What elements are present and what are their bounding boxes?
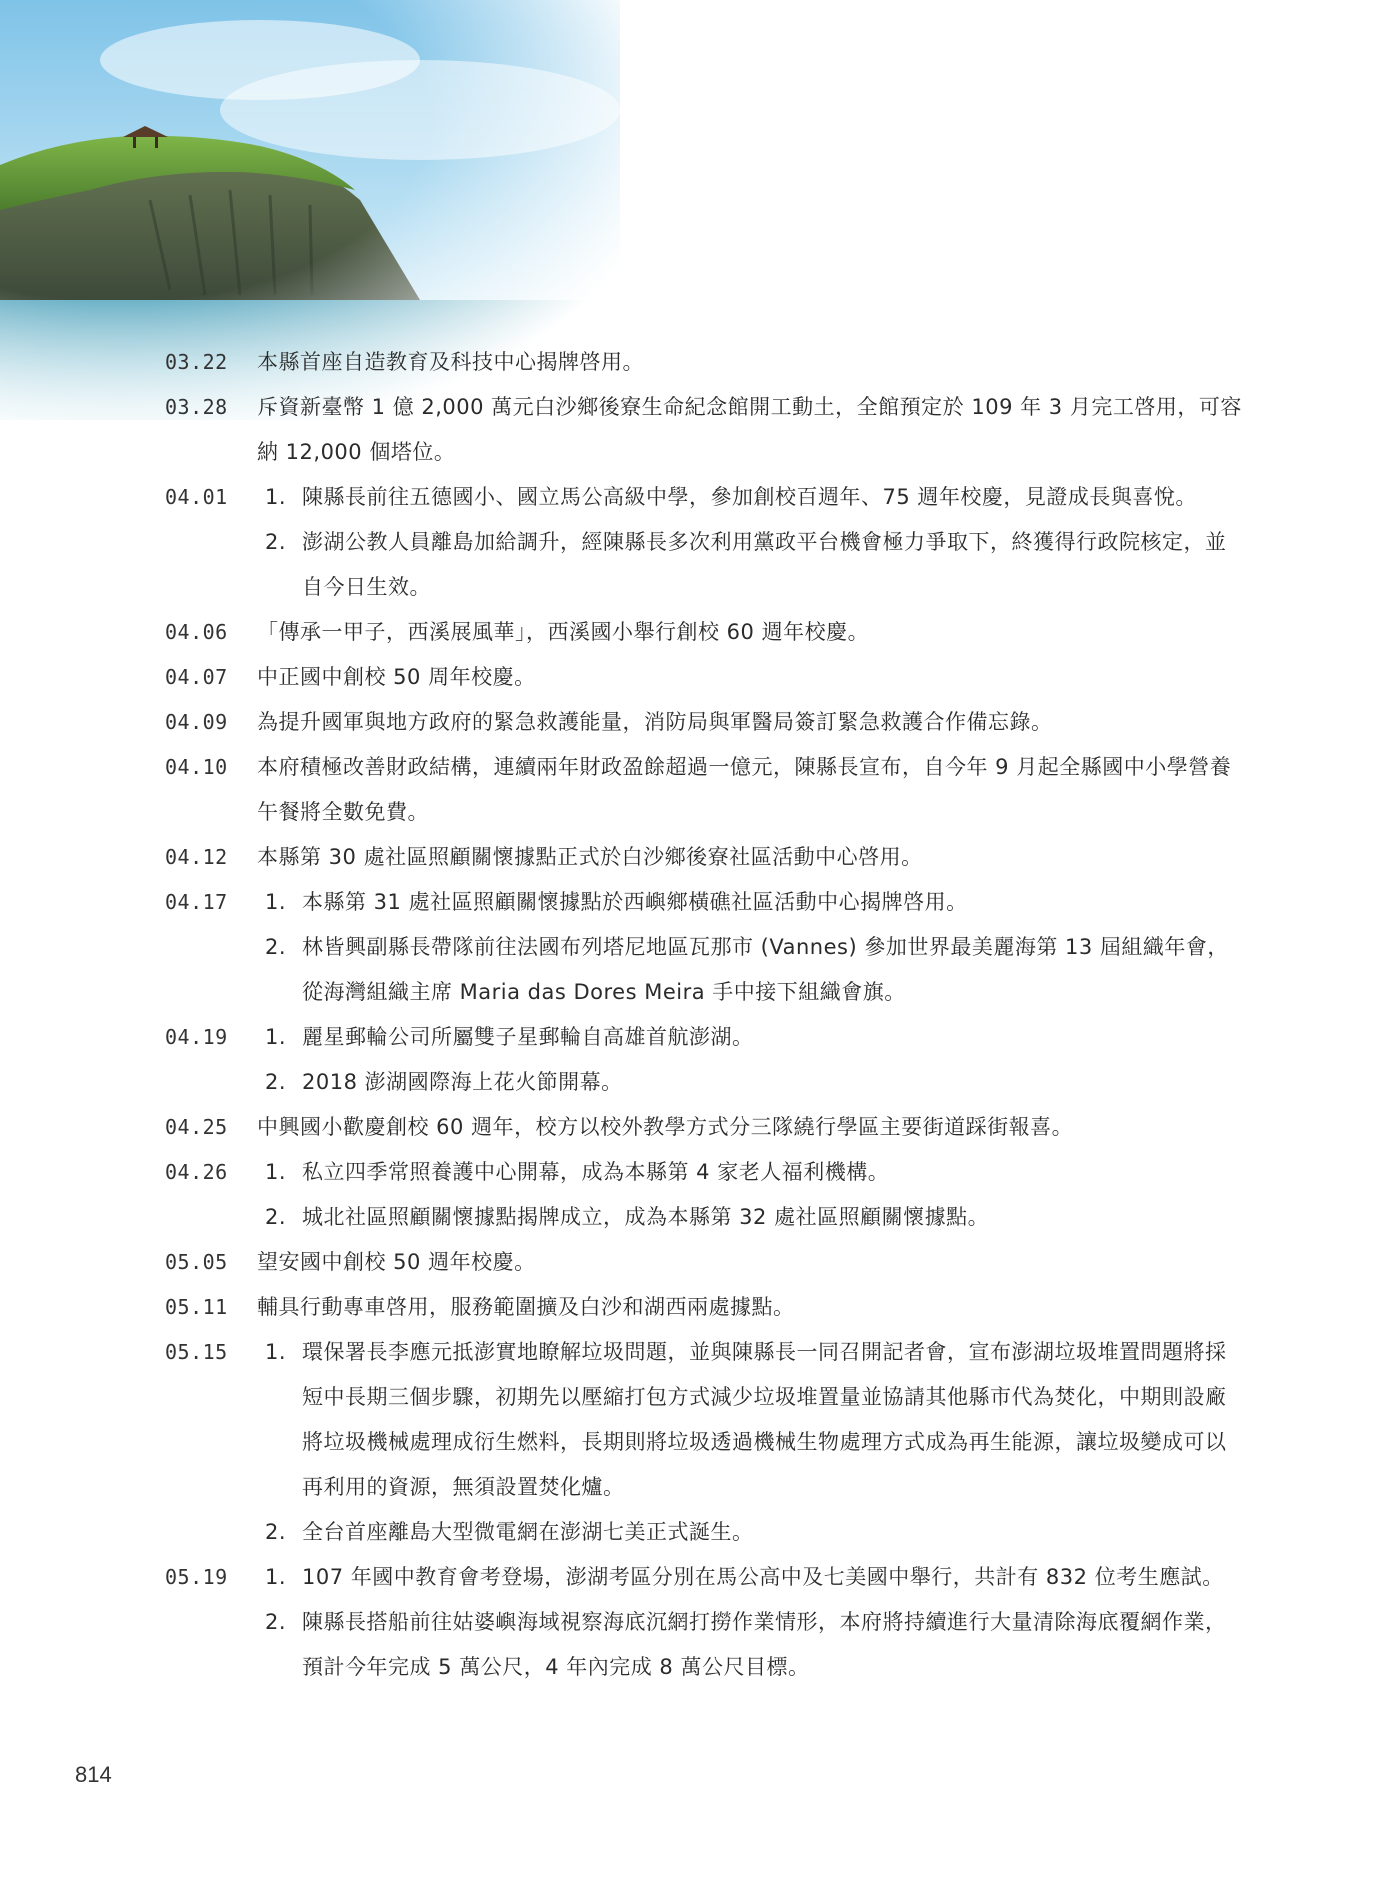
item-text: 林皆興副縣長帶隊前往法國布列塔尼地區瓦那市 (Vannes) 參加世界最美麗海第 13 屆組織年會，從海灣組織主席 Maria das Dores Meira 手中接下組織會旗。 xyxy=(302,935,1229,1004)
entry-item xyxy=(265,1330,1245,1510)
entry-item xyxy=(265,1150,1245,1195)
entry-item xyxy=(265,520,1245,610)
item-text: 全台首座離島大型微電網在澎湖七美正式誕生。 xyxy=(302,1520,754,1544)
item-text: 本縣第 31 處社區照顧關懷據點於西嶼鄉橫礁社區活動中心揭牌啓用。 xyxy=(302,890,968,914)
chronology-entry xyxy=(165,1240,1245,1285)
item-number: 1. xyxy=(265,485,287,509)
item-text: 陳縣長前往五德國小、國立馬公高級中學，參加創校百週年、75 週年校慶，見證成長與喜悅。 xyxy=(302,485,1197,509)
entry-items xyxy=(257,1150,1245,1240)
chronology-entry xyxy=(165,1015,1245,1105)
entry-date: 04.06 xyxy=(165,620,228,644)
chronology-entry xyxy=(165,1330,1245,1555)
entry-item xyxy=(265,1195,1245,1240)
item-number: 2. xyxy=(265,1610,287,1634)
chronology-entry xyxy=(165,1285,1245,1330)
item-number: 2. xyxy=(265,1520,287,1544)
entry-text: 為提升國軍與地方政府的緊急救護能量，消防局與軍醫局簽訂緊急救護合作備忘錄。 xyxy=(257,710,1053,734)
entry-items xyxy=(257,1555,1245,1690)
entry-items xyxy=(257,1330,1245,1555)
entry-text: 「傳承一甲子，西溪展風華」，西溪國小舉行創校 60 週年校慶。 xyxy=(257,620,870,644)
item-text: 澎湖公教人員離島加給調升，經陳縣長多次利用黨政平台機會極力爭取下，終獲得行政院核定，並自今日生效。 xyxy=(302,530,1227,599)
item-number: 1. xyxy=(265,1025,287,1049)
entry-date: 03.28 xyxy=(165,395,228,419)
chronology-entry xyxy=(165,385,1245,475)
entry-item xyxy=(265,1555,1245,1600)
entry-date: 05.05 xyxy=(165,1250,228,1274)
chronology-entry xyxy=(165,610,1245,655)
chronology-entry xyxy=(165,655,1245,700)
entry-text: 斥資新臺幣 1 億 2,000 萬元白沙鄉後寮生命紀念館開工動土，全館預定於 109 年 3 月完工啓用，可容納 12,000 個塔位。 xyxy=(257,395,1242,464)
entry-date: 04.01 xyxy=(165,485,228,509)
chronology-entry xyxy=(165,1105,1245,1150)
entry-text: 本縣首座自造教育及科技中心揭牌啓用。 xyxy=(257,350,644,374)
entry-date: 04.09 xyxy=(165,710,228,734)
chronology-entry xyxy=(165,700,1245,745)
chronology-entry xyxy=(165,880,1245,1015)
item-number: 2. xyxy=(265,1070,287,1094)
entry-date: 04.25 xyxy=(165,1115,228,1139)
entry-date: 05.11 xyxy=(165,1295,228,1319)
chronology-entry xyxy=(165,1555,1245,1690)
entry-text: 中興國小歡慶創校 60 週年，校方以校外教學方式分三隊繞行學區主要街道踩街報喜。 xyxy=(257,1115,1074,1139)
chronology-list xyxy=(165,340,1245,1690)
chronology-entry xyxy=(165,745,1245,835)
entry-item xyxy=(265,1015,1245,1060)
item-text: 麗星郵輪公司所屬雙子星郵輪自高雄首航澎湖。 xyxy=(302,1025,754,1049)
entry-items xyxy=(257,1015,1245,1105)
chronology-entry xyxy=(165,1150,1245,1240)
page-number: 814 xyxy=(75,1762,112,1787)
entry-date: 05.19 xyxy=(165,1565,228,1589)
entry-date: 03.22 xyxy=(165,350,228,374)
item-text: 城北社區照顧關懷據點揭牌成立，成為本縣第 32 處社區照顧關懷據點。 xyxy=(302,1205,990,1229)
item-text: 2018 澎湖國際海上花火節開幕。 xyxy=(302,1070,623,1094)
entry-date: 04.19 xyxy=(165,1025,228,1049)
item-number: 1. xyxy=(265,890,287,914)
item-number: 2. xyxy=(265,530,287,554)
entry-item xyxy=(265,1600,1245,1690)
chronology-entry xyxy=(165,340,1245,385)
entry-text: 中正國中創校 50 周年校慶。 xyxy=(257,665,536,689)
entry-date: 04.10 xyxy=(165,755,228,779)
entry-item xyxy=(265,925,1245,1015)
entry-items xyxy=(257,475,1245,610)
entry-items xyxy=(257,880,1245,1015)
item-number: 1. xyxy=(265,1340,287,1364)
entry-date: 05.15 xyxy=(165,1340,228,1364)
entry-text: 本縣第 30 處社區照顧關懷據點正式於白沙鄉後寮社區活動中心啓用。 xyxy=(257,845,923,869)
chronology-entry xyxy=(165,475,1245,610)
item-text: 私立四季常照養護中心開幕，成為本縣第 4 家老人福利機構。 xyxy=(302,1160,890,1184)
entry-item xyxy=(265,1060,1245,1105)
item-number: 1. xyxy=(265,1565,287,1589)
chronology-entry xyxy=(165,835,1245,880)
entry-text: 本府積極改善財政結構，連續兩年財政盈餘超過一億元，陳縣長宣布，自今年 9 月起全縣國中小學營養午餐將全數免費。 xyxy=(257,755,1232,824)
item-number: 1. xyxy=(265,1160,287,1184)
entry-item xyxy=(265,880,1245,925)
entry-item xyxy=(265,475,1245,520)
entry-text: 輔具行動專車啓用，服務範圍擴及白沙和湖西兩處據點。 xyxy=(257,1295,795,1319)
entry-date: 04.07 xyxy=(165,665,228,689)
item-text: 環保署長李應元抵澎實地瞭解垃圾問題，並與陳縣長一同召開記者會，宣布澎湖垃圾堆置問題將採短中長期三個步驟，初期先以壓縮打包方式減少垃圾堆置量並協請其他縣市代為焚化，中期則設廠將垃圾機械處理成衍生燃料，長期則將垃圾透過機械生物處理方式成為再生能源，讓垃圾變成可以再利用的資源，無須設置焚化爐。 xyxy=(302,1340,1227,1499)
entry-date: 04.17 xyxy=(165,890,228,914)
item-text: 陳縣長搭船前往姑婆嶼海域視察海底沉網打撈作業情形，本府將持續進行大量清除海底覆網作業，預計今年完成 5 萬公尺，4 年內完成 8 萬公尺目標。 xyxy=(302,1610,1227,1679)
item-number: 2. xyxy=(265,935,287,959)
entry-item xyxy=(265,1510,1245,1555)
entry-date: 04.26 xyxy=(165,1160,228,1184)
item-number: 2. xyxy=(265,1205,287,1229)
entry-text: 望安國中創校 50 週年校慶。 xyxy=(257,1250,536,1274)
entry-date: 04.12 xyxy=(165,845,228,869)
item-text: 107 年國中教育會考登場，澎湖考區分別在馬公高中及七美國中舉行，共計有 832 位考生應試。 xyxy=(302,1565,1224,1589)
